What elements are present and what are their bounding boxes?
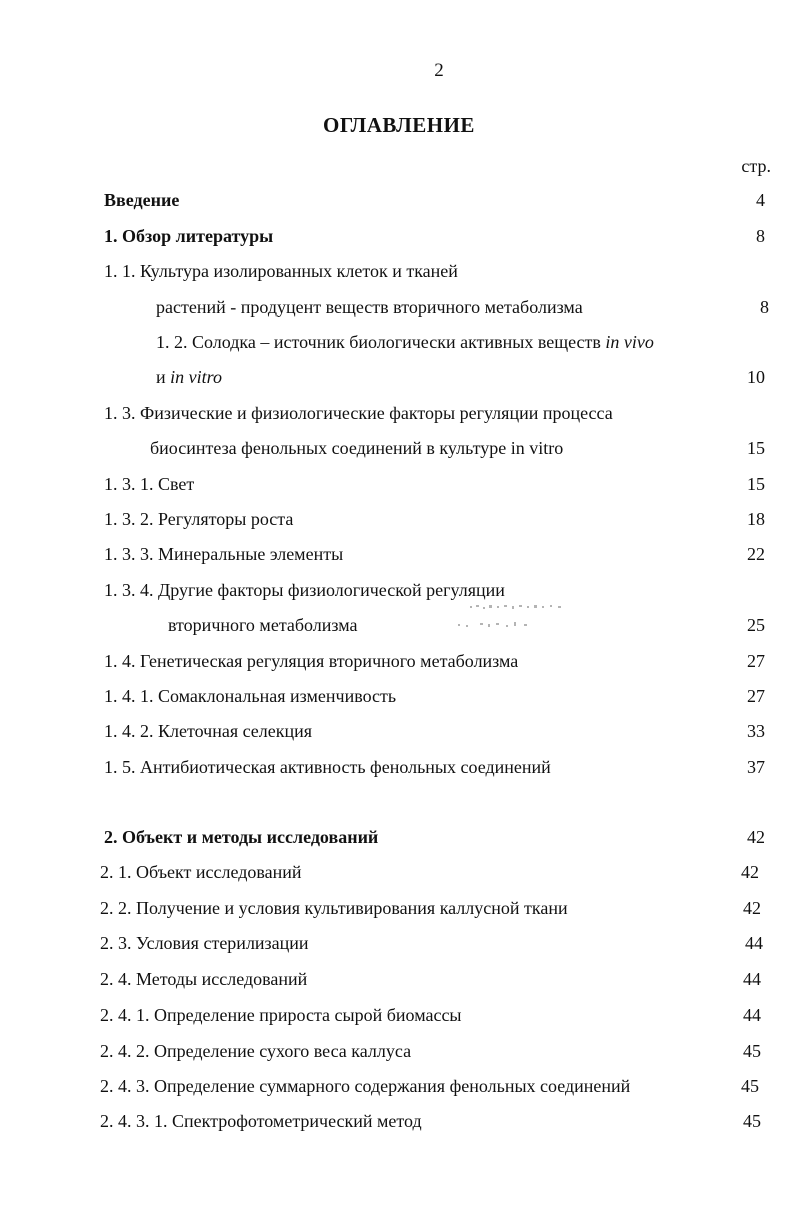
toc-entry-continuation: вторичного метаболизма: [168, 615, 358, 635]
toc-page-number: 44: [743, 969, 761, 989]
toc-entry: 2. 4. Методы исследований: [100, 969, 308, 989]
page-number: 2: [434, 60, 444, 81]
toc-entry: 1. 3. 1. Свет: [104, 474, 195, 494]
toc-entry-text: и: [156, 367, 171, 387]
toc-page-number: 44: [745, 933, 763, 953]
scan-noise-mark: [452, 600, 572, 636]
toc-entry: 2. 4. 1. Определение прироста сырой биомассы: [100, 1005, 462, 1025]
toc-entry: 1. 4. Генетическая регуляция вторичного метаболизма: [104, 651, 519, 671]
toc-entry: 1. 3. 3. Минеральные элементы: [104, 544, 344, 564]
toc-entry-text: 1. 2. Солодка – источник биологически активных веществ: [156, 332, 606, 352]
toc-page-number: 27: [747, 651, 765, 671]
toc-page-number: 15: [747, 438, 765, 458]
toc-entry: 1. 3. 4. Другие факторы физиологической регуляции: [104, 580, 505, 600]
toc-entry-continuation: биосинтеза фенольных соединений в культуре in vitro: [150, 438, 564, 458]
toc-entry: 2. 4. 2. Определение сухого веса каллуса: [100, 1041, 412, 1061]
toc-entry-italic: in vitro: [170, 367, 222, 387]
toc-page-number: 25: [747, 615, 765, 635]
toc-entry: 2. 1. Объект исследований: [100, 862, 302, 882]
toc-entry: 1. 5. Антибиотическая активность фенольных соединений: [104, 757, 551, 777]
toc-page-number: 42: [741, 862, 759, 882]
toc-entry: 1. 3. Физические и физиологические факторы регуляции процесса: [104, 403, 613, 423]
page-column-label: стр.: [741, 156, 771, 176]
toc-entry-chapter-1: 1. Обзор литературы: [104, 226, 274, 246]
toc-page-number: 18: [747, 509, 765, 529]
toc-page-number: 44: [743, 1005, 761, 1025]
toc-entry: 1. 4. 1. Сомаклональная изменчивость: [104, 686, 397, 706]
toc-page-number: 42: [747, 827, 765, 847]
toc-page-number: 8: [760, 297, 769, 317]
toc-page-number: 15: [747, 474, 765, 494]
toc-page-number: 4: [756, 190, 765, 210]
toc-page-number: 45: [743, 1111, 761, 1131]
toc-page-number: 22: [747, 544, 765, 564]
toc-entry-chapter-2: 2. Объект и методы исследований: [104, 827, 379, 847]
toc-entry-continuation: [156, 366, 222, 388]
toc-entry: [156, 331, 654, 353]
page-title: ОГЛАВЛЕНИЕ: [323, 113, 475, 137]
toc-entry-italic: in vivo: [605, 332, 654, 352]
toc-entry: 2. 3. Условия стерилизации: [100, 933, 309, 953]
toc-entry: 1. 3. 2. Регуляторы роста: [104, 509, 294, 529]
toc-page-number: 45: [743, 1041, 761, 1061]
toc-entry-continuation: растений - продуцент веществ вторичного метаболизма: [156, 297, 583, 317]
toc-entry-introduction: Введение: [104, 190, 180, 210]
toc-entry: 2. 4. 3. 1. Спектрофотометрический метод: [100, 1111, 422, 1131]
toc-entry: 1. 1. Культура изолированных клеток и тканей: [104, 261, 458, 281]
toc-page-number: 42: [743, 898, 761, 918]
toc-entry: 2. 4. 3. Определение суммарного содержания фенольных соединений: [100, 1076, 631, 1096]
toc-entry: 1. 4. 2. Клеточная селекция: [104, 721, 313, 741]
toc-page-number: 45: [741, 1076, 759, 1096]
toc-page-number: 27: [747, 686, 765, 706]
toc-entry: 2. 2. Получение и условия культивирования каллусной ткани: [100, 898, 568, 918]
toc-page-number: 33: [747, 721, 765, 741]
toc-page-number: 8: [756, 226, 765, 246]
toc-page-number: 37: [747, 757, 765, 777]
toc-page-number: 10: [747, 367, 765, 387]
